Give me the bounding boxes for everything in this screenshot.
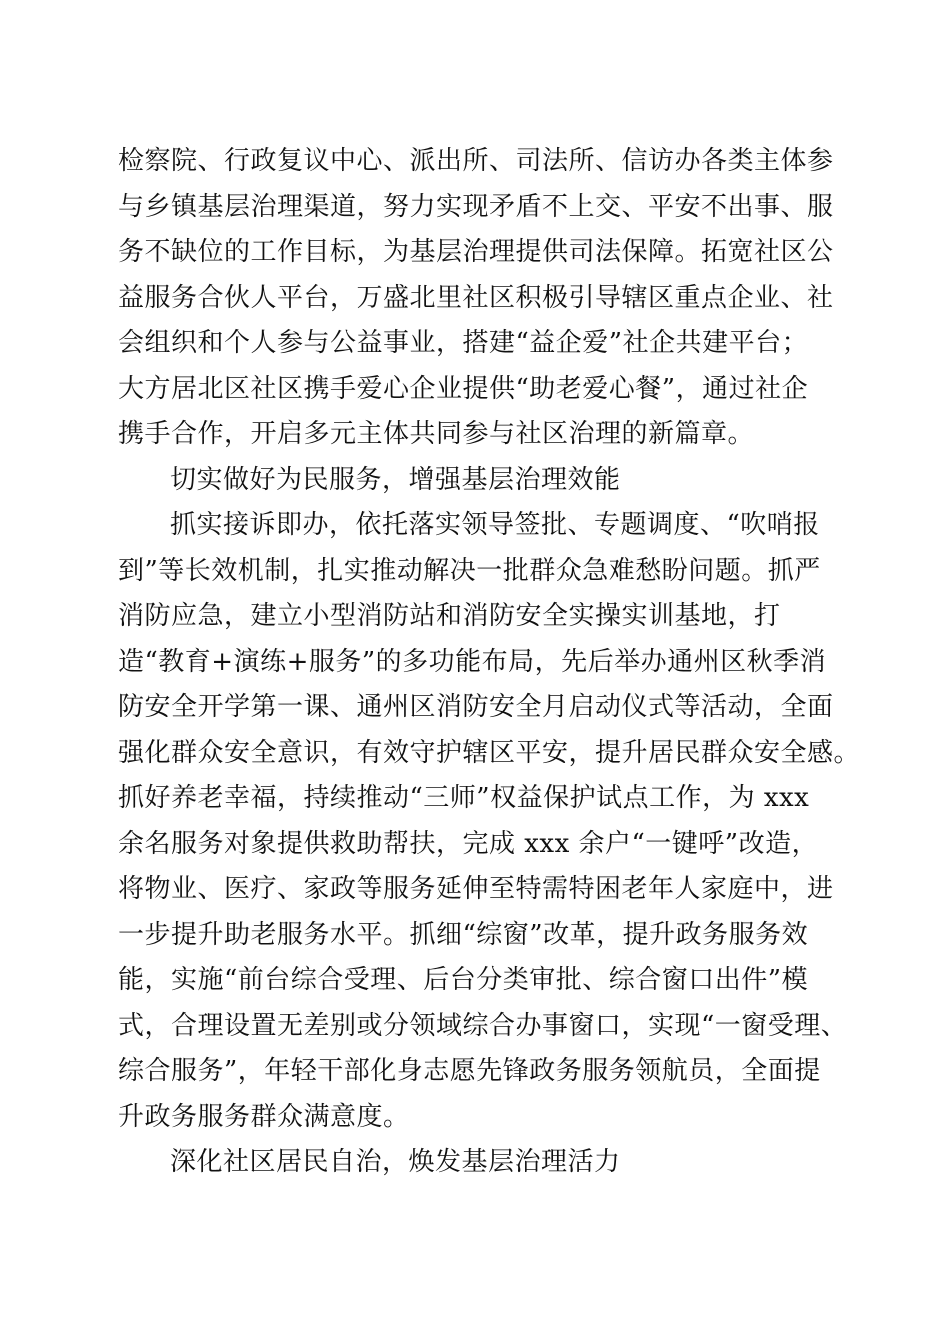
paragraph-2-line-2: 到”等长效机制，扎实推动解决一批群众急难愁盼问题。抓严 (118, 555, 821, 586)
paragraph-1-line-6: 大方居北区社区携手爱心企业提供“助老爱心餐”，通过社企 (118, 373, 809, 404)
paragraph-2-line-14: 升政务服务群众满意度。 (118, 1101, 410, 1132)
paragraph-2-line-3: 消防应急，建立小型消防站和消防安全实操实训基地，打 (118, 601, 781, 631)
paragraph-1-line-3: 务不缺位的工作目标，为基层治理提供司法保障。拓宽社区公 (118, 237, 834, 267)
paragraph-2-line-10: 一步提升助老服务水平。抓细“综窗”改革，提升政务服务效 (118, 919, 809, 950)
paragraph-1-line-2: 与乡镇基层治理渠道，努力实现矛盾不上交、平安不出事、服 (118, 191, 834, 222)
paragraph-2-line-9: 将物业、医疗、家政等服务延伸至特需特困老年人家庭中，进 (118, 874, 834, 904)
paragraph-2-line-6: 强化群众安全意识，有效守护辖区平安，提升居民群众安全感。 (118, 737, 861, 768)
section-heading-autonomy: 深化社区居民自治，焕发基层治理活力 (170, 1147, 621, 1177)
paragraph-2-line-4: 造“教育+演练+服务”的多功能布局，先后举办通州区秋季消 (118, 646, 827, 677)
section-heading-service: 切实做好为民服务，增强基层治理效能 (170, 464, 621, 495)
paragraph-1-line-7: 携手合作，开启多元主体共同参与社区治理的新篇章。 (118, 419, 755, 449)
paragraph-1-line-1: 检察院、行政复议中心、派出所、司法所、信访办各类主体参 (118, 146, 834, 176)
paragraph-1-line-4: 益服务合伙人平台，万盛北里社区积极引导辖区重点企业、社 (118, 282, 834, 313)
paragraph-2-line-12: 式，合理设置无差别或分领域综合办事窗口，实现“一窗受理、 (118, 1010, 848, 1041)
paragraph-1-line-5: 会组织和个人参与公益事业，搭建“益企爱”社企共建平台； (118, 328, 809, 358)
paragraph-2-line-13: 综合服务”，年轻干部化身志愿先锋政务服务领航员，全面提 (118, 1056, 821, 1086)
paragraph-2-line-8: 余名服务对象提供救助帮扶，完成 xxx 余户“一键呼”改造， (118, 828, 819, 859)
paragraph-2-line-11: 能，实施“前台综合受理、后台分类审批、综合窗口出件”模 (118, 965, 809, 995)
paragraph-2-line-5: 防安全开学第一课、通州区消防安全月启动仪式等活动，全面 (118, 692, 834, 722)
paragraph-2-line-1: 抓实接诉即办，依托落实领导签批、专题调度、“吹哨报 (170, 510, 820, 540)
paragraph-2-line-7: 抓好养老幸福，持续推动“三师”权益保护试点工作，为 xxx (118, 783, 810, 813)
document-body (118, 139, 861, 1186)
